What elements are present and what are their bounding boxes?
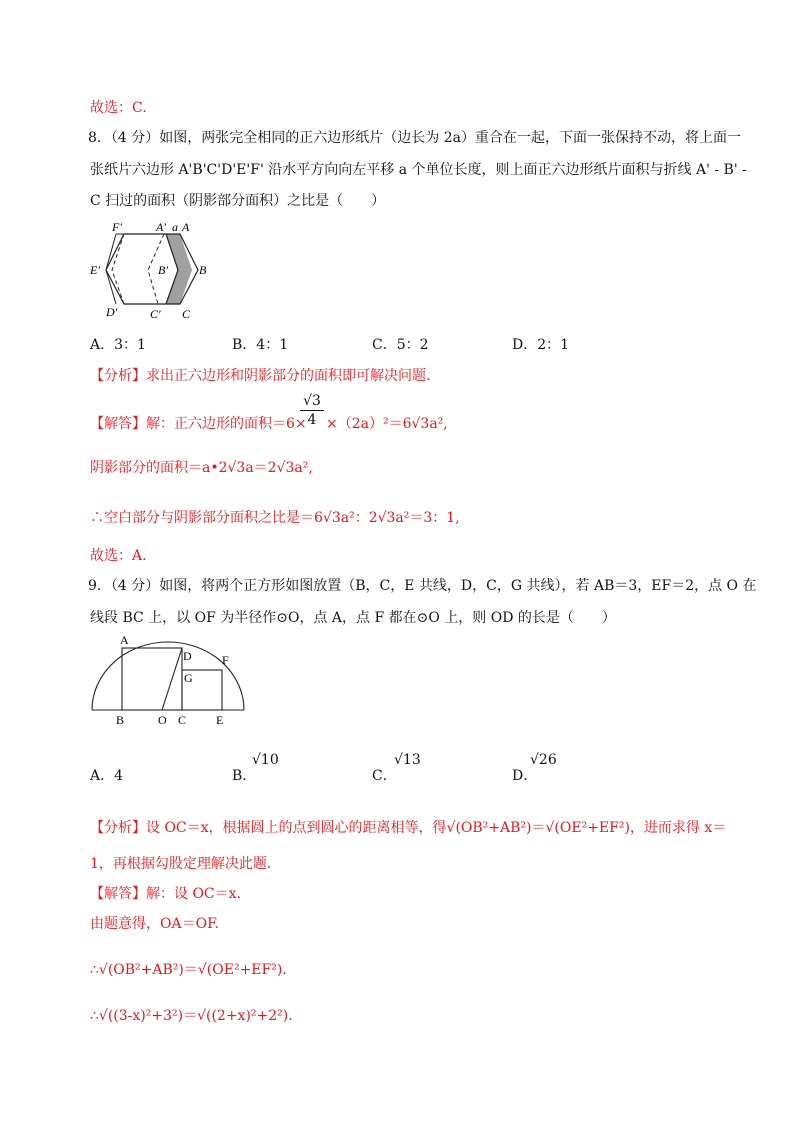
q9-option-c-label: C． [372, 768, 397, 784]
label-D: D [183, 649, 192, 663]
q9-analysis-line-1: 【分析】设 OC＝x，根据圆上的点到圆心的距离相等，得√(OB²+AB²)＝√(OE²+EF²)，进而求得 x＝ [90, 820, 727, 836]
label-C: C [182, 307, 191, 321]
q9-option-c-value: √13 [394, 752, 421, 768]
q8-answer: 故选：A. [90, 548, 147, 564]
label-B-prime: B′ [158, 263, 168, 277]
fraction-denominator: 4 [307, 412, 317, 428]
label-O: O [158, 713, 167, 727]
q8-stem-line-2: 张纸片六边形 A'B'C'D'E'F' 沿水平方向向左平移 a 个单位长度，则上面正六边形纸片面积与折线 A' - B' - [90, 162, 747, 178]
q9-option-d-value: √26 [530, 752, 557, 768]
q9-stem-line-2: 线段 BC 上，以 OF 为半径作⊙O，点 A，点 F 都在⊙O 上，则 OD 的长是（ ） [90, 610, 616, 626]
hexagon-upper-left [106, 234, 116, 304]
label-G: G [184, 671, 193, 685]
label-F: F [222, 653, 229, 667]
label-F-prime: F′ [112, 220, 122, 234]
q8-option-d[interactable]: D．2：1 [512, 337, 570, 353]
label-A: A [120, 633, 129, 647]
q9-solution-line-4: ∴√((3-x)²+3²)＝√((2+x)²+2²). [90, 1008, 293, 1024]
label-a: a [172, 220, 178, 234]
q8-option-c[interactable]: C．5：2 [372, 337, 429, 353]
q8-option-a[interactable]: A．3：1 [90, 337, 146, 353]
q9-option-b-label: B． [232, 768, 257, 784]
q9-option-b-value: √10 [252, 752, 279, 768]
label-A-prime: A′ [156, 220, 166, 234]
q8-hexagon-figure [88, 218, 218, 322]
square-ABCD [122, 648, 182, 710]
q8-stem-line-3: C 扫过的面积（阴影部分面积）之比是（ ） [90, 193, 386, 209]
q9-analysis-line-2: 1，再根据勾股定理解决此题. [90, 856, 272, 872]
q9-option-c[interactable] [372, 766, 397, 786]
q9-solution-line-2: 由题意得，OA＝OF. [90, 916, 220, 932]
label-B: B [199, 263, 207, 277]
q8-solution-prefix: 【解答】解：正六边形的面积＝6× [90, 416, 307, 432]
q8-option-b[interactable]: B．4：1 [232, 337, 289, 353]
q8-shadow-area: 阴影部分的面积＝a•2√3a＝2√3a², [90, 460, 313, 476]
q9-solution-line-3: ∴√(OB²+AB²)＝√(OE²+EF²). [90, 962, 287, 978]
fraction-sqrt3-over-4 [300, 392, 324, 429]
label-C: C [178, 713, 187, 727]
label-E: E [216, 713, 224, 727]
label-E-prime: E′ [90, 263, 100, 277]
q9-squares-figure [88, 632, 250, 728]
segment-OD [162, 648, 182, 710]
label-B: B [116, 713, 125, 727]
label-D-prime: D′ [106, 305, 118, 319]
q8-solution-suffix: ×（2a）²＝6√3a², [326, 416, 448, 432]
q8-ratio: ∴空白部分与阴影部分面积之比是＝6√3a²：2√3a²＝3：1, [90, 510, 460, 526]
fraction-numerator: √3 [300, 392, 324, 411]
q8-analysis: 【分析】求出正六边形和阴影部分的面积即可解决问题. [90, 368, 431, 384]
label-A: A [182, 220, 190, 234]
q8-stem-line-1: 8．（4 分）如图，两张完全相同的正六边形纸片（边长为 2a）重合在一起，下面一张保持不动，将上面一 [88, 130, 741, 146]
q9-option-a[interactable]: A．4 [90, 768, 124, 784]
label-C-prime: C′ [150, 307, 161, 321]
q9-stem-line-1: 9．（4 分）如图，将两个正方形如图放置（B，C，E 共线，D，C，G 共线），若 AB＝3，EF＝2，点 O 在 [88, 578, 757, 594]
q7-answer: 故选：C. [90, 100, 147, 116]
q9-option-d-label: D． [512, 768, 538, 784]
q9-solution-line-1: 【解答】解：设 OC＝x. [90, 886, 241, 902]
